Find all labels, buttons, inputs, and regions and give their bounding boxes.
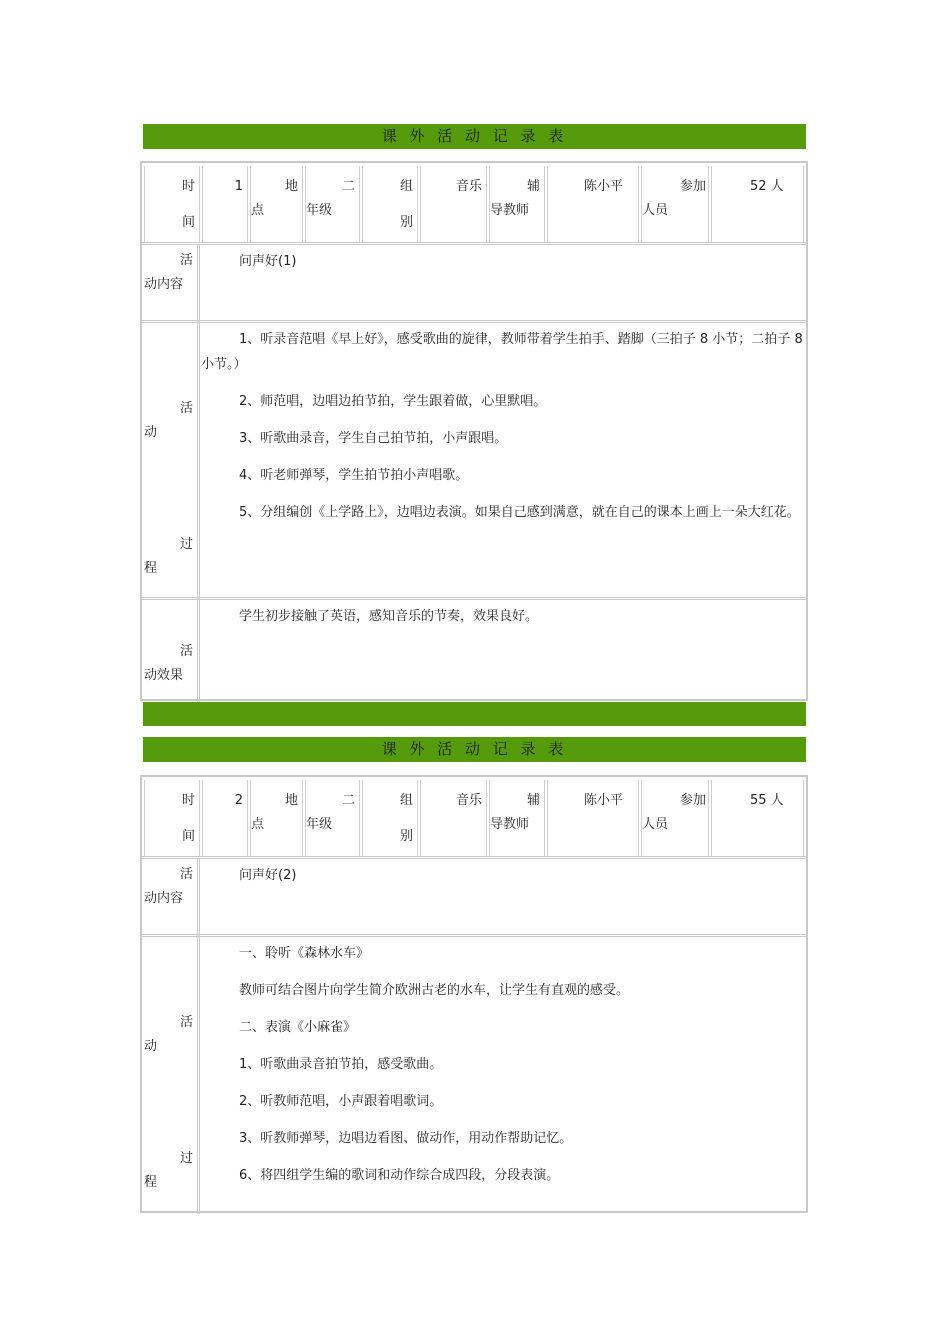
place-value-line2: 年级 (306, 203, 333, 218)
participants-value: 55 人 (750, 793, 784, 808)
teacher-value-cell (547, 166, 639, 243)
effect-label-line1: 活 (179, 644, 193, 659)
participants-label-line1: 参加 (679, 793, 706, 808)
process-step: 6、将四组学生编的歌词和动作综合成四段，分段表演。 (239, 1168, 560, 1183)
participants-label-cell (641, 166, 709, 243)
effect-label-line2: 动效果 (144, 668, 184, 683)
place-label-line1: 地 (284, 793, 298, 808)
time-label-cell (144, 780, 200, 857)
time-label-line2: 间 (181, 829, 195, 844)
content-body (201, 249, 804, 323)
time-value-cell (202, 166, 248, 243)
group-label-line1: 组 (399, 793, 413, 808)
place-value-cell (305, 166, 360, 243)
record-1-header-row (142, 163, 806, 243)
effect-label-cell (144, 600, 200, 702)
content-text: 问声好(2) (239, 868, 297, 883)
process-step: 2、师范唱，边唱边拍节拍，学生跟着做，心里默唱。 (239, 394, 547, 409)
process-label-line4: 程 (144, 1175, 158, 1190)
record-1-process-row (142, 320, 806, 602)
teacher-label-line2: 导教师 (490, 203, 530, 218)
content-label-cell (144, 245, 200, 325)
record-1-effect-row (142, 597, 806, 702)
participants-label-line2: 人员 (642, 817, 669, 832)
effect-body (201, 604, 804, 700)
group-value-cell (420, 166, 487, 243)
group-value: 音乐 (455, 793, 482, 808)
process-step: 1、听录音范唱《早上好》，感受歌曲的旋律，教师带着学生拍手、踏脚（三拍子 8 小节；二拍子 8 小节。） (201, 332, 803, 372)
teacher-value: 陈小平 (584, 793, 624, 808)
process-step: 2、听教师范唱，小声跟着唱歌词。 (239, 1094, 443, 1109)
group-value-cell (420, 780, 487, 857)
time-value: 2 (234, 793, 243, 808)
process-label-line1: 活 (179, 401, 193, 416)
participants-label-cell (641, 780, 709, 857)
time-label-line2: 间 (181, 215, 195, 230)
place-label-line2: 点 (251, 203, 265, 218)
participants-value: 52 人 (750, 179, 784, 194)
record-2-content-row (142, 856, 806, 939)
content-label-line2: 动内容 (144, 891, 184, 906)
process-label-line4: 程 (144, 561, 158, 576)
group-label-line2: 别 (399, 829, 413, 844)
group-label-line2: 别 (399, 215, 413, 230)
time-value-cell (202, 780, 248, 857)
content-text: 问声好(1) (239, 254, 297, 269)
group-label-cell (362, 780, 418, 857)
group-label-cell (362, 166, 418, 243)
record-1-title-banner: 课 外 活 动 记 录 表 (143, 124, 806, 149)
place-label-cell (250, 166, 303, 243)
process-label-cell (144, 937, 200, 1214)
group-label-line1: 组 (399, 179, 413, 194)
participants-value-cell (711, 166, 804, 243)
participants-label-line1: 参加 (679, 179, 706, 194)
content-label-cell (144, 859, 200, 939)
process-body (201, 327, 804, 600)
time-value: 1 (234, 179, 243, 194)
teacher-label-cell (489, 780, 545, 857)
process-label-line3: 过 (179, 537, 193, 552)
green-divider-bar (143, 702, 806, 726)
process-label-line3: 过 (179, 1151, 193, 1166)
record-2-header-row (142, 777, 806, 857)
place-label-line2: 点 (251, 817, 265, 832)
content-label-line1: 活 (179, 867, 193, 882)
process-label-line2: 动 (144, 1039, 158, 1054)
process-label-line2: 动 (144, 425, 158, 440)
content-body (201, 863, 804, 937)
process-step: 5、分组编创《上学路上》，边唱边表演。如果自己感到满意，就在自己的课本上画上一朵大红花。 (239, 505, 800, 520)
place-label-line1: 地 (284, 179, 298, 194)
place-value-line2: 年级 (306, 817, 333, 832)
record-2-table (140, 775, 808, 1213)
effect-text: 学生初步接触了英语，感知音乐的节奏，效果良好。 (239, 609, 539, 624)
teacher-value-cell (547, 780, 639, 857)
time-label-cell (144, 166, 200, 243)
process-body (201, 941, 804, 1212)
teacher-label-cell (489, 166, 545, 243)
process-step: 4、听老师弹琴，学生拍节拍小声唱歌。 (239, 468, 469, 483)
teacher-value: 陈小平 (584, 179, 624, 194)
time-label-line1: 时 (181, 179, 195, 194)
place-value-cell (305, 780, 360, 857)
process-step: 1、听歌曲录音拍节拍，感受歌曲。 (239, 1057, 443, 1072)
teacher-label-line1: 辅 (526, 179, 540, 194)
place-value-line1: 二 (341, 179, 355, 194)
place-value-line1: 二 (341, 793, 355, 808)
process-step: 3、听歌曲录音，学生自己拍节拍，小声跟唱。 (239, 431, 508, 446)
teacher-label-line2: 导教师 (490, 817, 530, 832)
record-1-table (140, 161, 808, 701)
process-label-line1: 活 (179, 1015, 193, 1030)
participants-label-line2: 人员 (642, 203, 669, 218)
process-label-cell (144, 323, 200, 602)
participants-value-cell (711, 780, 804, 857)
content-label-line1: 活 (179, 253, 193, 268)
content-label-line2: 动内容 (144, 277, 184, 292)
group-value: 音乐 (455, 179, 482, 194)
place-label-cell (250, 780, 303, 857)
process-step: 教师可结合图片向学生简介欧洲古老的水车，让学生有直观的感受。 (239, 983, 630, 998)
process-step: 3、听教师弹琴，边唱边看图、做动作，用动作帮助记忆。 (239, 1131, 573, 1146)
time-label-line1: 时 (181, 793, 195, 808)
process-step: 一、聆听《森林水车》 (239, 946, 370, 961)
record-2-title-banner: 课 外 活 动 记 录 表 (143, 737, 806, 762)
record-1-content-row (142, 242, 806, 325)
process-step: 二、表演《小麻雀》 (239, 1020, 357, 1035)
teacher-label-line1: 辅 (526, 793, 540, 808)
record-2-process-row (142, 934, 806, 1214)
